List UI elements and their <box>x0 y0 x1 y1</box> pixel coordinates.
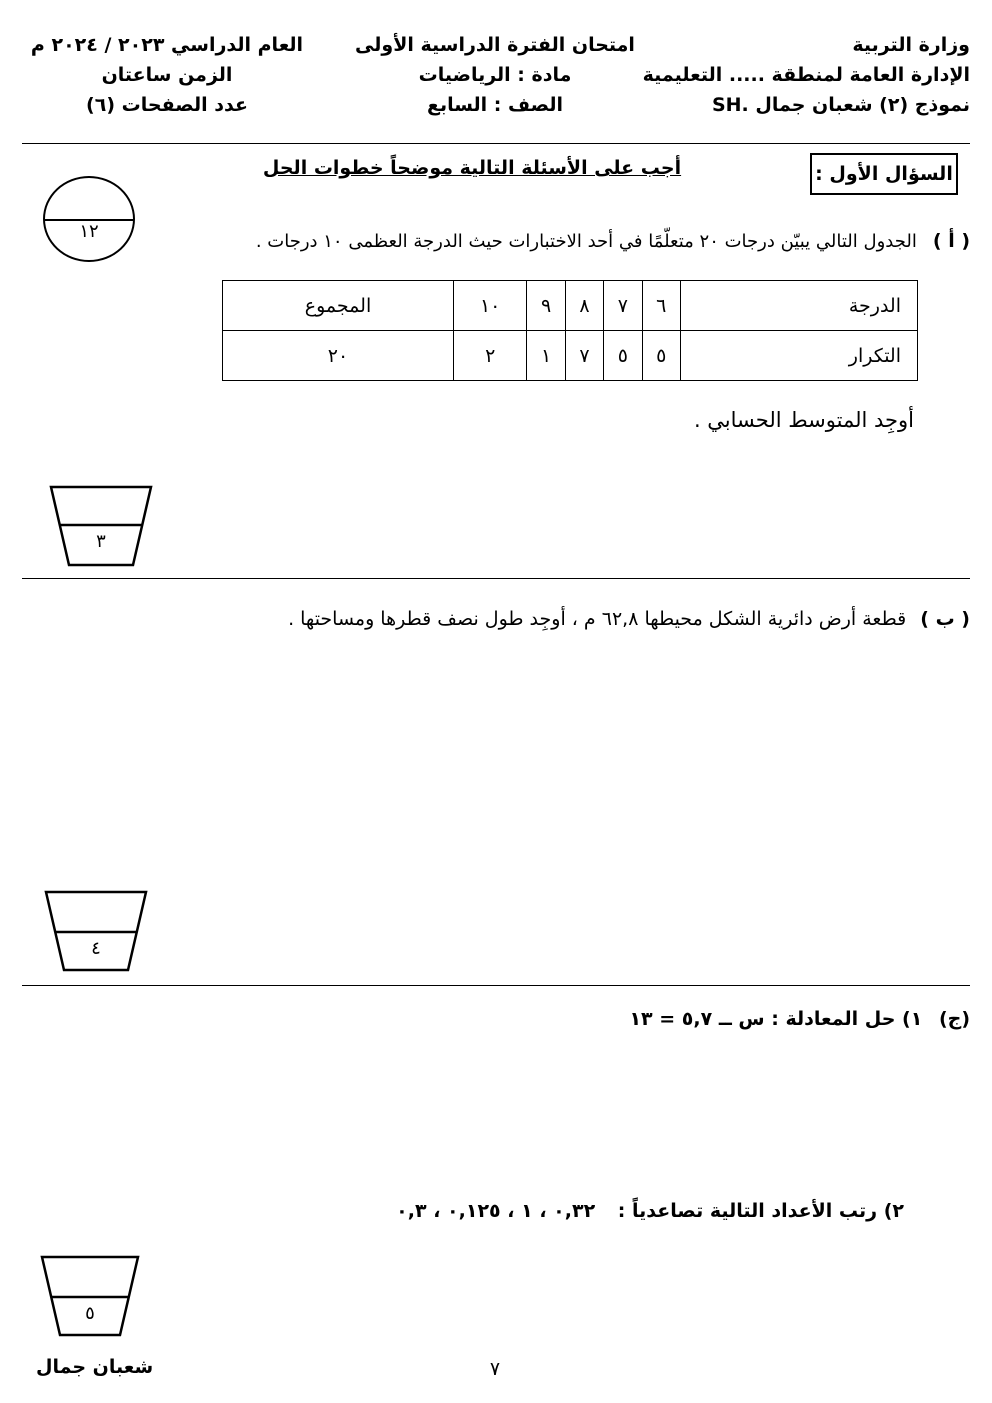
mark-cup-b-value: ٤ <box>91 938 101 959</box>
table-cell: ٧ <box>565 331 603 381</box>
school-year: العام الدراسي ٢٠٢٣ / ٢٠٢٤ م <box>30 34 304 56</box>
total-mark-circle <box>43 176 135 262</box>
mark-cup-icon <box>44 890 148 972</box>
table-cell: ١ <box>527 331 565 381</box>
mark-cup-icon <box>49 485 153 567</box>
part-a-text: الجدول التالي يبيّن درجات ٢٠ متعلّمًا في أحد الاختبارات حيث الدرجة العظمى ١٠ درجات . <box>255 231 917 252</box>
part-c-item1: ١) حل المعادلة : س ــ ٥,٧ = ١٣ <box>629 1008 923 1030</box>
table-cell: ٥ <box>604 331 642 381</box>
part-a-line <box>256 230 970 252</box>
duration: الزمن ساعتان <box>101 64 233 86</box>
part-c-label: (ج) <box>938 1008 970 1030</box>
question1-label-box <box>810 153 958 195</box>
header-right <box>643 30 970 120</box>
subject: مادة : الرياضيات <box>418 64 572 86</box>
district-name: الإدارة العامة لمنطقة ..... التعليمية <box>642 64 970 86</box>
table-cell-total-label: المجموع <box>223 281 454 331</box>
total-mark-value: ١٢ <box>79 220 99 242</box>
footer-author: شعبان جمال <box>36 1356 154 1378</box>
frequency-table <box>222 280 918 381</box>
mark-cup-c-value: ٥ <box>85 1303 95 1324</box>
table-cell: ٧ <box>604 281 642 331</box>
mark-cup-a-value: ٣ <box>96 531 106 552</box>
exam-title: امتحان الفترة الدراسية الأولى <box>355 34 635 56</box>
mark-cup-b <box>44 890 148 972</box>
part-b-text: قطعة أرض دائرية الشكل محيطها ٦٢,٨ م ، أوجِد طول نصف قطرها ومساحتها . <box>288 608 907 630</box>
part-b-label: ( ب ) <box>920 608 970 630</box>
part-c-item2-prefix: ٢) رتب الأعداد التالية تصاعدياً : <box>617 1200 904 1222</box>
mark-cup-a <box>49 485 153 567</box>
table-cell-total: ٢٠ <box>223 331 454 381</box>
model-author: نموذج (٢) شعبان جمال .SH <box>711 94 970 116</box>
question1-instruction: أجب على الأسئلة التالية موضحاً خطوات الحل <box>262 157 682 179</box>
page-number: ٧ <box>489 1358 501 1380</box>
question1-label: السؤال الأول : <box>815 163 953 185</box>
part-c-item2-numbers: ٠,٣٢ ، ١ ، ٠,١٢٥ ، ٠,٣ <box>396 1200 596 1222</box>
part-a-label: ( أ ) <box>932 230 970 252</box>
part-a-task: أوجِد المتوسط الحسابي . <box>693 408 914 432</box>
table-cell: ١٠ <box>454 281 527 331</box>
table-row-grades <box>223 281 918 331</box>
table-cell: ٦ <box>642 281 680 331</box>
mark-cup-icon <box>40 1255 140 1337</box>
part-c-line1 <box>629 1008 970 1030</box>
part-c-line2 <box>396 1200 904 1222</box>
header-left <box>22 30 312 120</box>
mark-cup-c <box>40 1255 140 1337</box>
table-cell: ٩ <box>527 281 565 331</box>
table-header-frequency: التكرار <box>680 331 917 381</box>
header-center <box>345 30 645 120</box>
section-divider-a <box>22 578 970 579</box>
table-cell: ٨ <box>565 281 603 331</box>
table-cell: ٥ <box>642 331 680 381</box>
part-b-line <box>288 608 970 630</box>
grade-level: الصف : السابع <box>426 94 564 116</box>
header-divider <box>22 143 970 144</box>
ministry-name: وزارة التربية <box>852 34 970 56</box>
table-header-grade: الدرجة <box>680 281 917 331</box>
section-divider-b <box>22 985 970 986</box>
table-row-frequencies <box>223 331 918 381</box>
table-cell: ٢ <box>454 331 527 381</box>
page-count: عدد الصفحات (٦) <box>86 94 248 116</box>
